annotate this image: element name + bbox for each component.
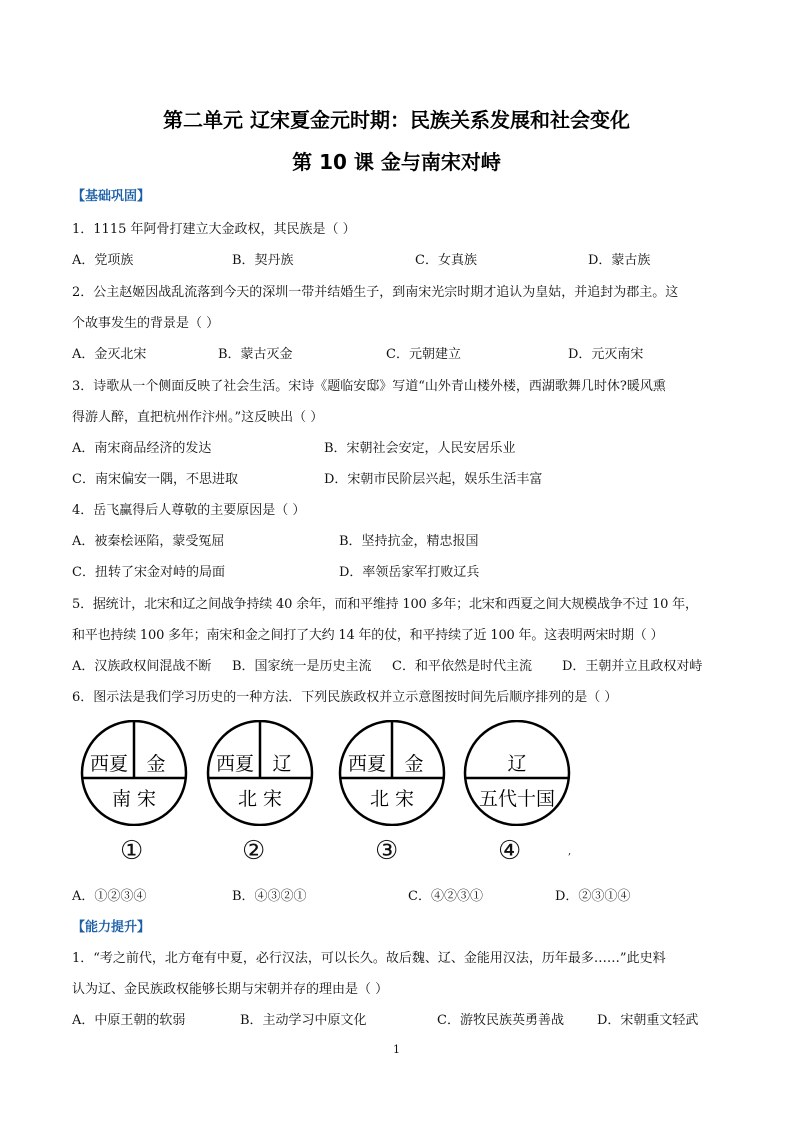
diagram-1-bottom: 南 宋 bbox=[111, 788, 157, 810]
question-5-stem-line1: 5．据统计，北宋和辽之间战争持续 40 余年，而和平维持 100 多年；北宋和西夏之间大规模战争不过 10 年， bbox=[72, 597, 698, 612]
diagram-3-top-right: 金 bbox=[404, 753, 424, 775]
q2-option-c: C．元朝建立 bbox=[386, 347, 461, 362]
diagram-4 bbox=[461, 720, 573, 826]
q4-option-a: A．被秦桧诬陷，蒙受冤屈 bbox=[72, 534, 225, 549]
section-basic: 【基础巩固】 bbox=[72, 189, 151, 204]
stray-mark: , bbox=[568, 846, 572, 857]
diagram-2 bbox=[204, 720, 316, 826]
q6-option-d: D．②③①④ bbox=[555, 889, 631, 904]
q5-option-c: C．和平依然是时代主流 bbox=[392, 659, 532, 674]
q2-option-b: B．蒙古灭金 bbox=[218, 347, 293, 362]
q3-option-a: A．南宋商品经济的发达 bbox=[72, 441, 212, 456]
diagram-1 bbox=[78, 720, 190, 826]
q4-option-b: B．坚持抗金，精忠报国 bbox=[339, 534, 479, 549]
lesson-title: 第 10 课 金与南宋对峙 bbox=[292, 150, 501, 174]
diagram-2-bottom: 北 宋 bbox=[237, 788, 283, 810]
adv-question-1-stem-line1: 1．“考之前代，北方奄有中夏，必行汉法，可以长久。故后魏、辽、金能用汉法，历年最多……”此史料 bbox=[72, 951, 666, 966]
diagram-4-top: 辽 bbox=[507, 753, 527, 775]
q1-option-b: B．契丹族 bbox=[232, 253, 294, 268]
adv-q1-option-a: A．中原王朝的软弱 bbox=[72, 1013, 186, 1028]
adv-q1-option-b: B．主动学习中原文化 bbox=[240, 1013, 367, 1028]
question-2-stem-line2: 个故事发生的背景是（ ） bbox=[72, 316, 220, 331]
section-advanced: 【能力提升】 bbox=[72, 920, 151, 935]
q1-option-d: D．蒙古族 bbox=[588, 253, 651, 268]
diagram-1-top-left: 西夏 bbox=[89, 753, 129, 775]
diagram-3 bbox=[336, 720, 448, 826]
question-1-stem: 1．1115 年阿骨打建立大金政权，其民族是（ ） bbox=[72, 222, 356, 237]
q5-option-a: A．汉族政权间混战不断 bbox=[72, 659, 212, 674]
q6-option-b: B．④③②① bbox=[232, 889, 307, 904]
q6-option-c: C．④②③① bbox=[408, 889, 483, 904]
q3-option-d: D．宋朝市民阶层兴起，娱乐生活丰富 bbox=[324, 472, 543, 487]
diagram-4-bottom: 五代十国 bbox=[478, 788, 556, 810]
adv-q1-option-c: C．游牧民族英勇善战 bbox=[437, 1013, 564, 1028]
q5-option-b: B．国家统一是历史主流 bbox=[232, 659, 372, 674]
adv-question-1-stem-line2: 认为辽、金民族政权能够长期与宋朝并存的理由是（ ） bbox=[72, 982, 389, 997]
diagram-3-bottom: 北 宋 bbox=[369, 788, 415, 810]
question-3-stem-line1: 3．诗歌从一个侧面反映了社会生活。宋诗《题临安邸》写道“山外青山楼外楼，西湖歌舞几时休?暖风熏 bbox=[72, 379, 666, 394]
question-3-stem-line2: 得游人醉，直把杭州作汴州。”这反映出（ ） bbox=[72, 410, 324, 425]
question-4-stem: 4．岳飞赢得后人尊敬的主要原因是（ ） bbox=[72, 503, 306, 518]
adv-q1-option-d: D．宋朝重文轻武 bbox=[597, 1013, 699, 1028]
diagram-1-label: ① bbox=[120, 836, 144, 866]
q4-option-c: C．扭转了宋金对峙的局面 bbox=[72, 565, 225, 580]
q5-option-d: D．王朝并立且政权对峙 bbox=[562, 659, 703, 674]
diagram-4-label: ④ bbox=[498, 836, 522, 866]
q6-option-a: A．①②③④ bbox=[72, 889, 147, 904]
q4-option-d: D．率领岳家军打败辽兵 bbox=[339, 565, 480, 580]
q2-option-d: D．元灭南宋 bbox=[568, 347, 644, 362]
q3-option-c: C．南宋偏安一隅，不思进取 bbox=[72, 472, 238, 487]
diagram-3-top-left: 西夏 bbox=[347, 753, 387, 775]
diagram-2-top-right: 辽 bbox=[272, 753, 292, 775]
diagram-2-top-left: 西夏 bbox=[215, 753, 255, 775]
unit-title: 第二单元 辽宋夏金元时期：民族关系发展和社会变化 bbox=[163, 108, 630, 132]
q2-option-a: A．金灭北宋 bbox=[72, 347, 147, 362]
question-5-stem-line2: 和平也持续 100 多年；南宋和金之间打了大约 14 年的仗，和平持续了近 100 年。这表明两宋时期（ ） bbox=[72, 628, 664, 643]
question-6-stem: 6．图示法是我们学习历史的一种方法．下列民族政权并立示意图按时间先后顺序排列的是（ ） bbox=[72, 690, 618, 705]
diagram-3-label: ③ bbox=[375, 836, 399, 866]
diagram-1-top-right: 金 bbox=[146, 753, 166, 775]
q1-option-c: C．女真族 bbox=[415, 253, 477, 268]
q1-option-a: A．党项族 bbox=[72, 253, 134, 268]
q3-option-b: B．宋朝社会安定，人民安居乐业 bbox=[324, 441, 516, 456]
diagram-2-label: ② bbox=[242, 836, 266, 866]
page-number: 1 bbox=[393, 1043, 400, 1056]
question-2-stem-line1: 2．公主赵姬因战乱流落到今天的深圳一带并结婚生子，到南宋光宗时期才追认为皇姑，并追封为郡主。这 bbox=[72, 285, 679, 300]
